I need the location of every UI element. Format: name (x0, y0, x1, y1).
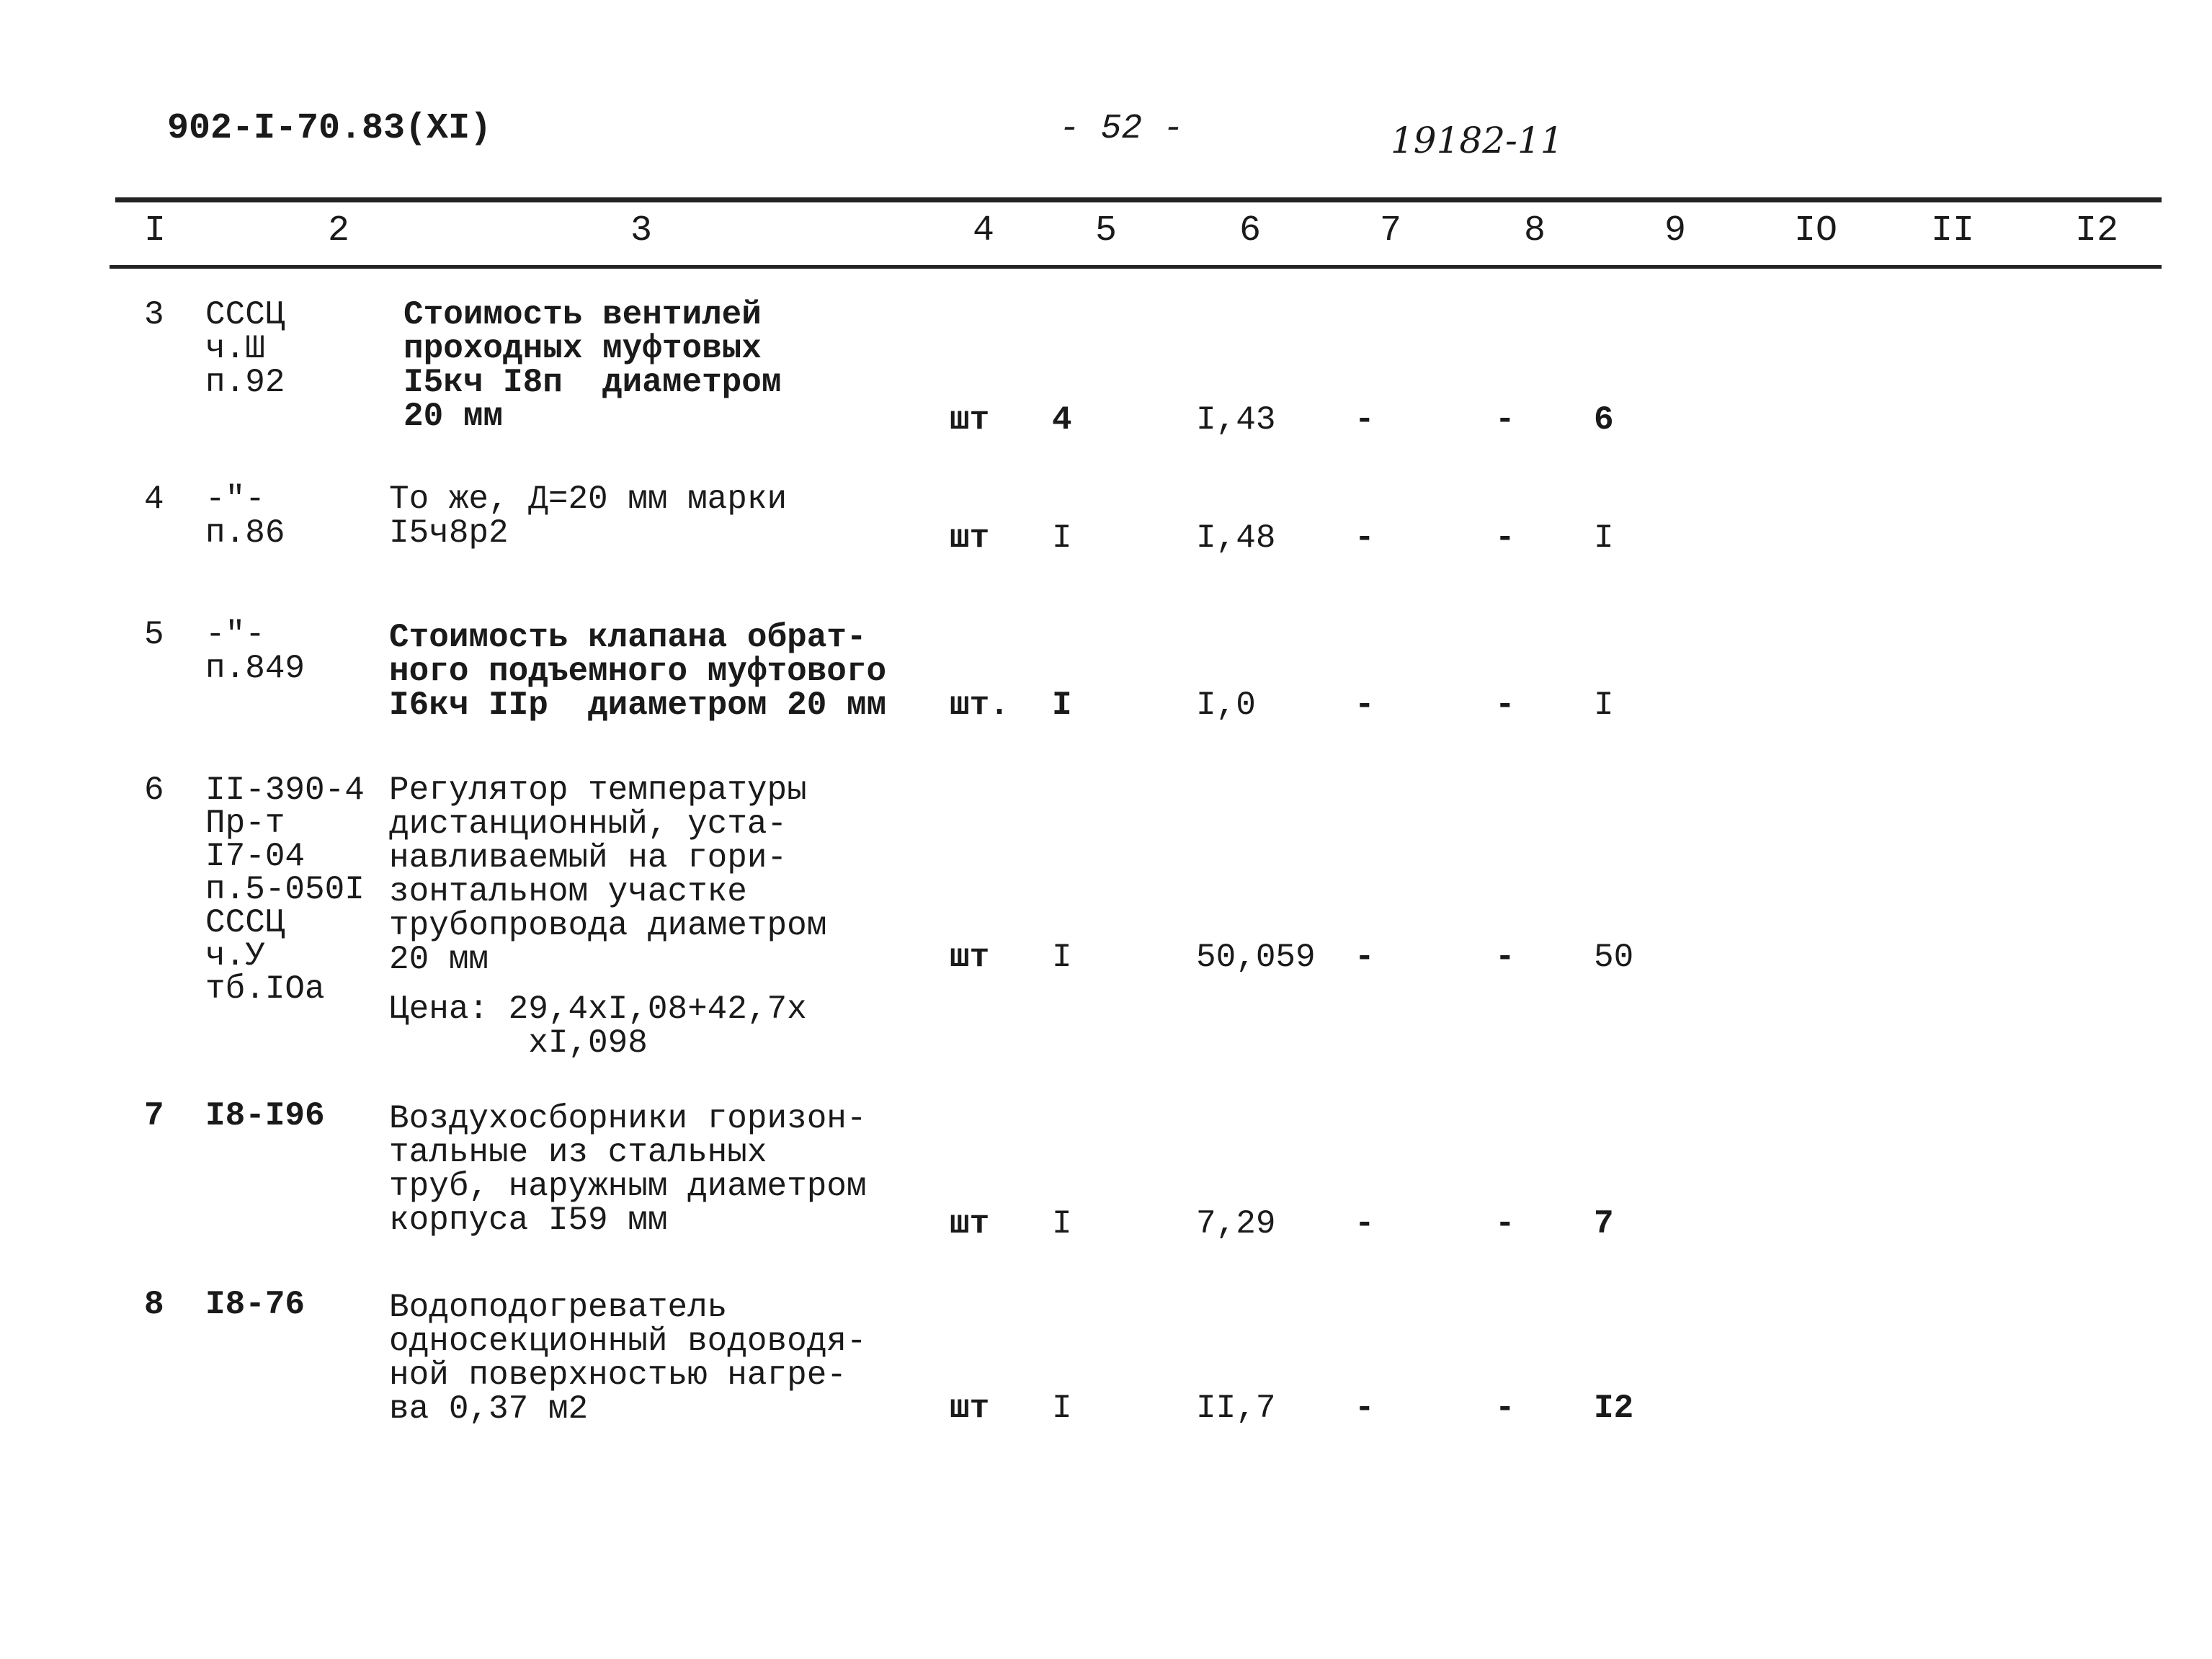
column-header-6: 6 (1239, 210, 1262, 251)
row-price: I,0 (1196, 687, 1256, 724)
column-header-2: 2 (328, 210, 350, 251)
row-col9: 50 (1594, 939, 1634, 976)
column-header-9: 9 (1664, 210, 1687, 251)
row-number: 6 (144, 772, 164, 809)
row-quantity: I (1052, 939, 1072, 976)
row-code: -"- п.86 (205, 480, 285, 552)
row-unit: шт (950, 519, 990, 557)
row-unit: шт. (950, 687, 1009, 724)
row-col9: I (1594, 519, 1614, 557)
row-quantity: I (1052, 687, 1072, 724)
row-price: 7,29 (1196, 1205, 1276, 1243)
column-header-12: I2 (2075, 210, 2119, 251)
row-code: II-390-4 Пр-т I7-04 п.5-050I СССЦ ч.У тб.IOa (205, 772, 365, 1008)
row-description: Стоимость клапана обрат- ного подъемного муфтового I6кч IIр диаметром 20 мм (389, 619, 887, 724)
row-description: Регулятор температуры дистанционный, уста- навливаемый на гори- зонтальном участке трубопровода диаметром 20 мм (389, 772, 827, 978)
column-header-10: IO (1794, 210, 1838, 251)
row-code: I8-76 (205, 1286, 306, 1323)
column-header-5: 5 (1095, 210, 1118, 251)
row-unit: шт (950, 939, 990, 976)
column-header-4: 4 (973, 210, 995, 251)
row-col8: - (1495, 401, 1515, 439)
row-col7: - (1355, 1205, 1375, 1243)
table-top-rule (115, 197, 2162, 202)
table-header-rule (110, 265, 2162, 269)
column-header-1: I (144, 210, 166, 251)
column-header-8: 8 (1524, 210, 1546, 251)
row-price: II,7 (1196, 1390, 1276, 1427)
row-col8: - (1495, 1390, 1515, 1427)
row-description: Водоподогреватель односекционный водоводя- ной поверхностью нагре- ва 0,37 м2 (389, 1289, 867, 1428)
row-unit: шт (950, 1390, 990, 1427)
row-description: То же, Д=20 мм марки I5ч8р2 (389, 480, 788, 552)
reference-number: 19182-11 (1391, 120, 1564, 161)
column-header-3: 3 (630, 210, 653, 251)
row-number: 5 (144, 616, 164, 653)
row-col8: - (1495, 687, 1515, 724)
row-price-formula: Цена: 29,4хI,08+42,7х хI,098 (389, 991, 807, 1062)
row-quantity: I (1052, 1390, 1072, 1427)
column-header-7: 7 (1380, 210, 1402, 251)
row-number: 3 (144, 296, 164, 334)
row-price: I,48 (1196, 519, 1276, 557)
row-code: -"- п.849 (205, 616, 306, 687)
row-price: 50,059 (1196, 939, 1316, 976)
row-col9: I (1594, 687, 1614, 724)
row-unit: шт (950, 401, 990, 439)
row-number: 4 (144, 480, 164, 518)
row-number: 8 (144, 1286, 164, 1323)
page-number: - 52 - (1059, 109, 1184, 148)
row-col8: - (1495, 939, 1515, 976)
document-code: 902-I-70.83(XI) (167, 108, 492, 149)
row-col7: - (1355, 519, 1375, 557)
row-col8: - (1495, 1205, 1515, 1243)
row-col9: I2 (1594, 1390, 1634, 1427)
row-col7: - (1355, 1390, 1375, 1427)
row-quantity: 4 (1052, 401, 1072, 439)
row-col9: 7 (1594, 1205, 1614, 1243)
row-code: I8-I96 (205, 1097, 325, 1135)
row-description: Стоимость вентилей проходных муфтовых I5кч I8п диаметром 20 мм (403, 296, 782, 435)
row-unit: шт (950, 1205, 990, 1243)
column-header-11: II (1931, 210, 1975, 251)
row-col8: - (1495, 519, 1515, 557)
row-col7: - (1355, 939, 1375, 976)
row-col7: - (1355, 401, 1375, 439)
row-number: 7 (144, 1097, 164, 1135)
row-description: Воздухосборники горизон- тальные из стальных труб, наружным диаметром корпуса I59 мм (389, 1100, 867, 1239)
row-price: I,43 (1196, 401, 1276, 439)
row-col9: 6 (1594, 401, 1614, 439)
row-quantity: I (1052, 1205, 1072, 1243)
row-col7: - (1355, 687, 1375, 724)
row-code: СССЦ ч.Ш п.92 (205, 296, 285, 401)
row-quantity: I (1052, 519, 1072, 557)
